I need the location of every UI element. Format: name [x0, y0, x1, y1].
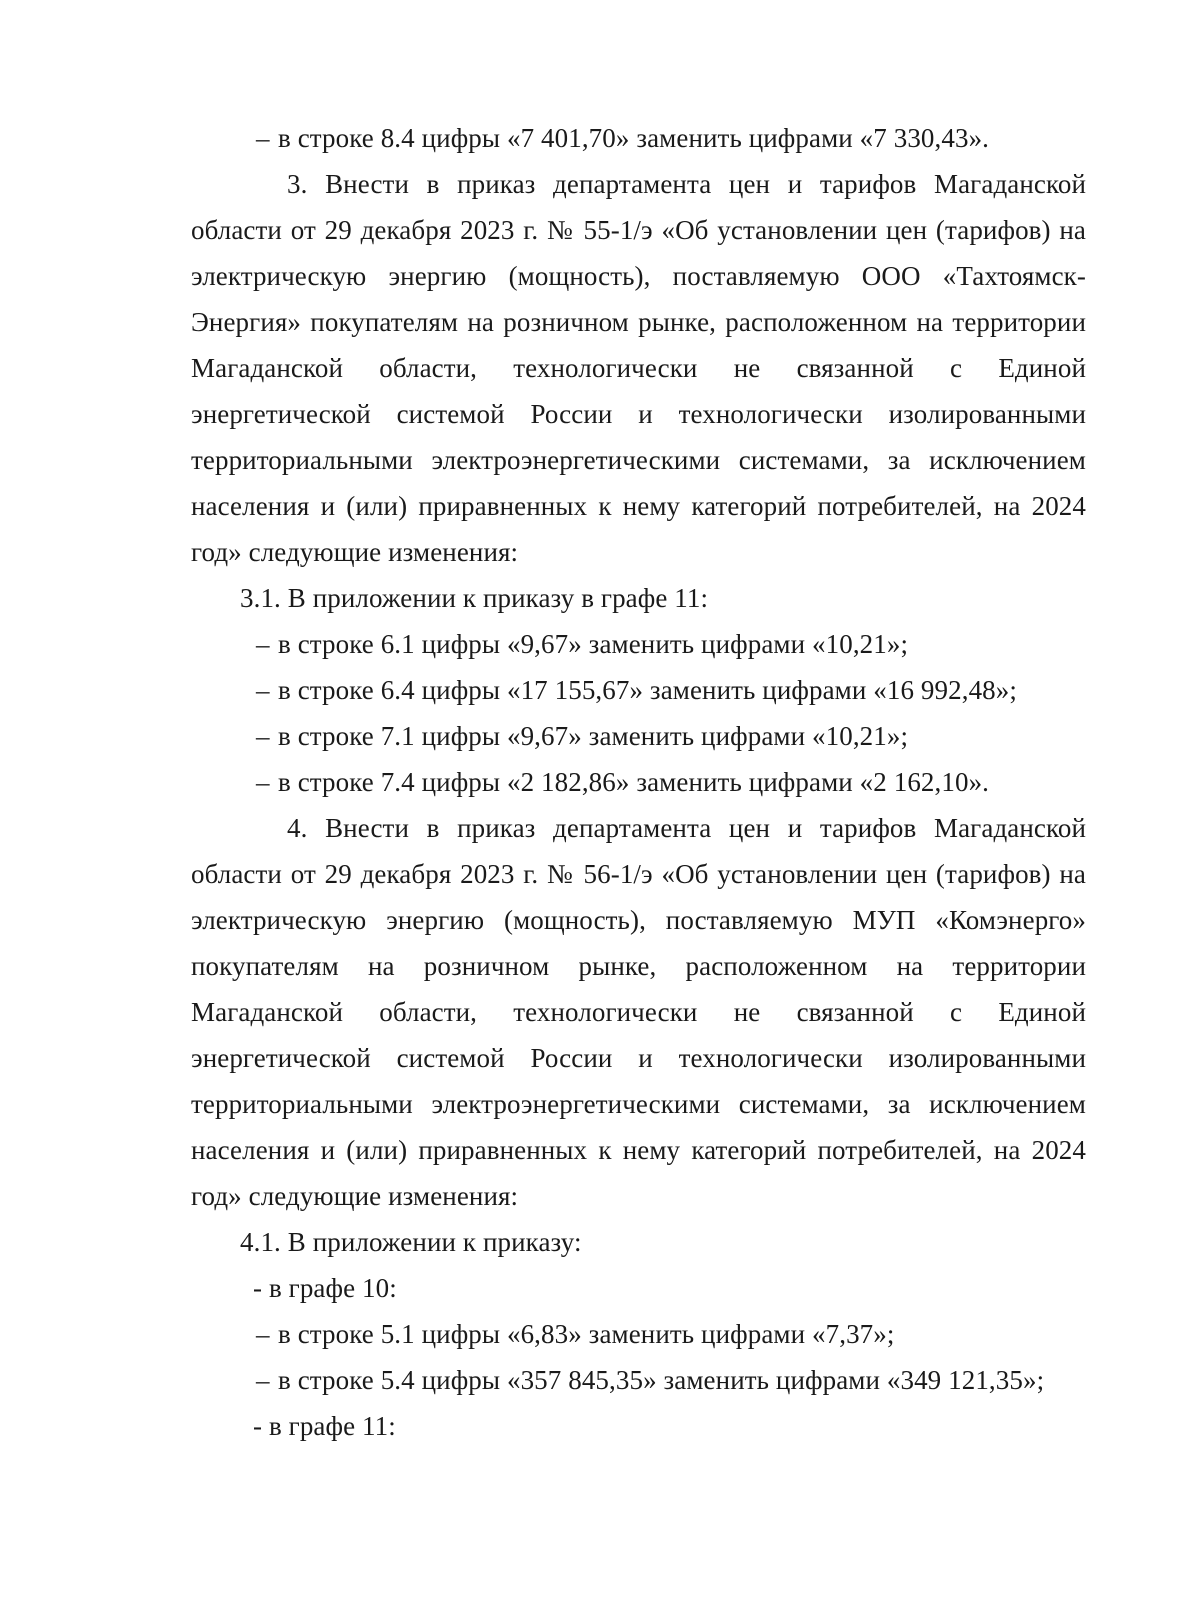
list-item-text: в строке 6.1 цифры «9,67» заменить цифрами «10,21»;	[278, 629, 909, 659]
paragraph-line: Магаданской области, технологически не связанной с Единой	[191, 997, 1086, 1027]
paragraph-line: покупателям на розничном рынке, расположенном на территории	[191, 951, 1086, 981]
list-item	[256, 1363, 1044, 1397]
list-item-text: в строке 5.1 цифры «6,83» заменить цифрами «7,37»;	[278, 1319, 895, 1349]
list-item-text: в строке 6.4 цифры «17 155,67» заменить цифрами «16 992,48»;	[278, 675, 1017, 705]
paragraph-line: области от 29 декабря 2023 г. № 55-1/э «Об установлении цен (тарифов) на	[191, 215, 1086, 245]
dash-bullet: –	[256, 123, 270, 153]
paragraph-line: Энергия» покупателям на розничном рынке, расположенном на территории	[191, 307, 1086, 337]
dash-bullet: –	[256, 1365, 270, 1395]
paragraph-line: населения и (или) приравненных к нему категорий потребителей, на 2024	[191, 1135, 1086, 1165]
dash-bullet: –	[256, 721, 270, 751]
list-item	[256, 627, 908, 661]
list-item	[256, 673, 1017, 707]
paragraph-line: Магаданской области, технологически не связанной с Единой	[191, 353, 1086, 383]
dash-bullet: –	[256, 767, 270, 797]
dash-bullet: –	[256, 1319, 270, 1349]
paragraph-line: год» следующие изменения:	[191, 1181, 519, 1211]
paragraph-line: электрическую энергию (мощность), поставляемую МУП «Комэнерго»	[191, 905, 1086, 935]
list-item-text: в строке 7.1 цифры «9,67» заменить цифрами «10,21»;	[278, 721, 909, 751]
paragraph-line: территориальными электроэнергетическими системами, за исключением	[191, 1089, 1086, 1119]
paragraph-line: энергетической системой России и технологически изолированными	[191, 399, 1086, 429]
paragraph-3-start: 3. Внести в приказ департамента цен и тарифов Магаданской	[287, 169, 1086, 199]
list-item	[256, 719, 908, 753]
dash-bullet: –	[256, 675, 270, 705]
list-item	[256, 1317, 894, 1351]
column-heading: - в графе 11:	[253, 1411, 396, 1441]
paragraph-4-start: 4. Внести в приказ департамента цен и тарифов Магаданской	[287, 813, 1086, 843]
paragraph-line: населения и (или) приравненных к нему категорий потребителей, на 2024	[191, 491, 1086, 521]
paragraph-line: год» следующие изменения:	[191, 537, 519, 567]
list-item-text: в строке 7.4 цифры «2 182,86» заменить цифрами «2 162,10».	[278, 767, 990, 797]
paragraph-line: области от 29 декабря 2023 г. № 56-1/э «Об установлении цен (тарифов) на	[191, 859, 1086, 889]
list-item	[256, 121, 989, 155]
list-item-text: в строке 5.4 цифры «357 845,35» заменить цифрами «349 121,35»;	[278, 1365, 1045, 1395]
list-item-text: в строке 8.4 цифры «7 401,70» заменить цифрами «7 330,43».	[278, 123, 990, 153]
column-heading: - в графе 10:	[253, 1273, 397, 1303]
paragraph-line: энергетической системой России и технологически изолированными	[191, 1043, 1086, 1073]
paragraph-line: территориальными электроэнергетическими системами, за исключением	[191, 445, 1086, 475]
subsection-heading: 3.1. В приложении к приказу в графе 11:	[240, 583, 709, 613]
paragraph-line: электрическую энергию (мощность), поставляемую ООО «Тахтоямск-	[191, 261, 1086, 291]
list-item	[256, 765, 989, 799]
dash-bullet: –	[256, 629, 270, 659]
subsection-heading: 4.1. В приложении к приказу:	[240, 1227, 582, 1257]
